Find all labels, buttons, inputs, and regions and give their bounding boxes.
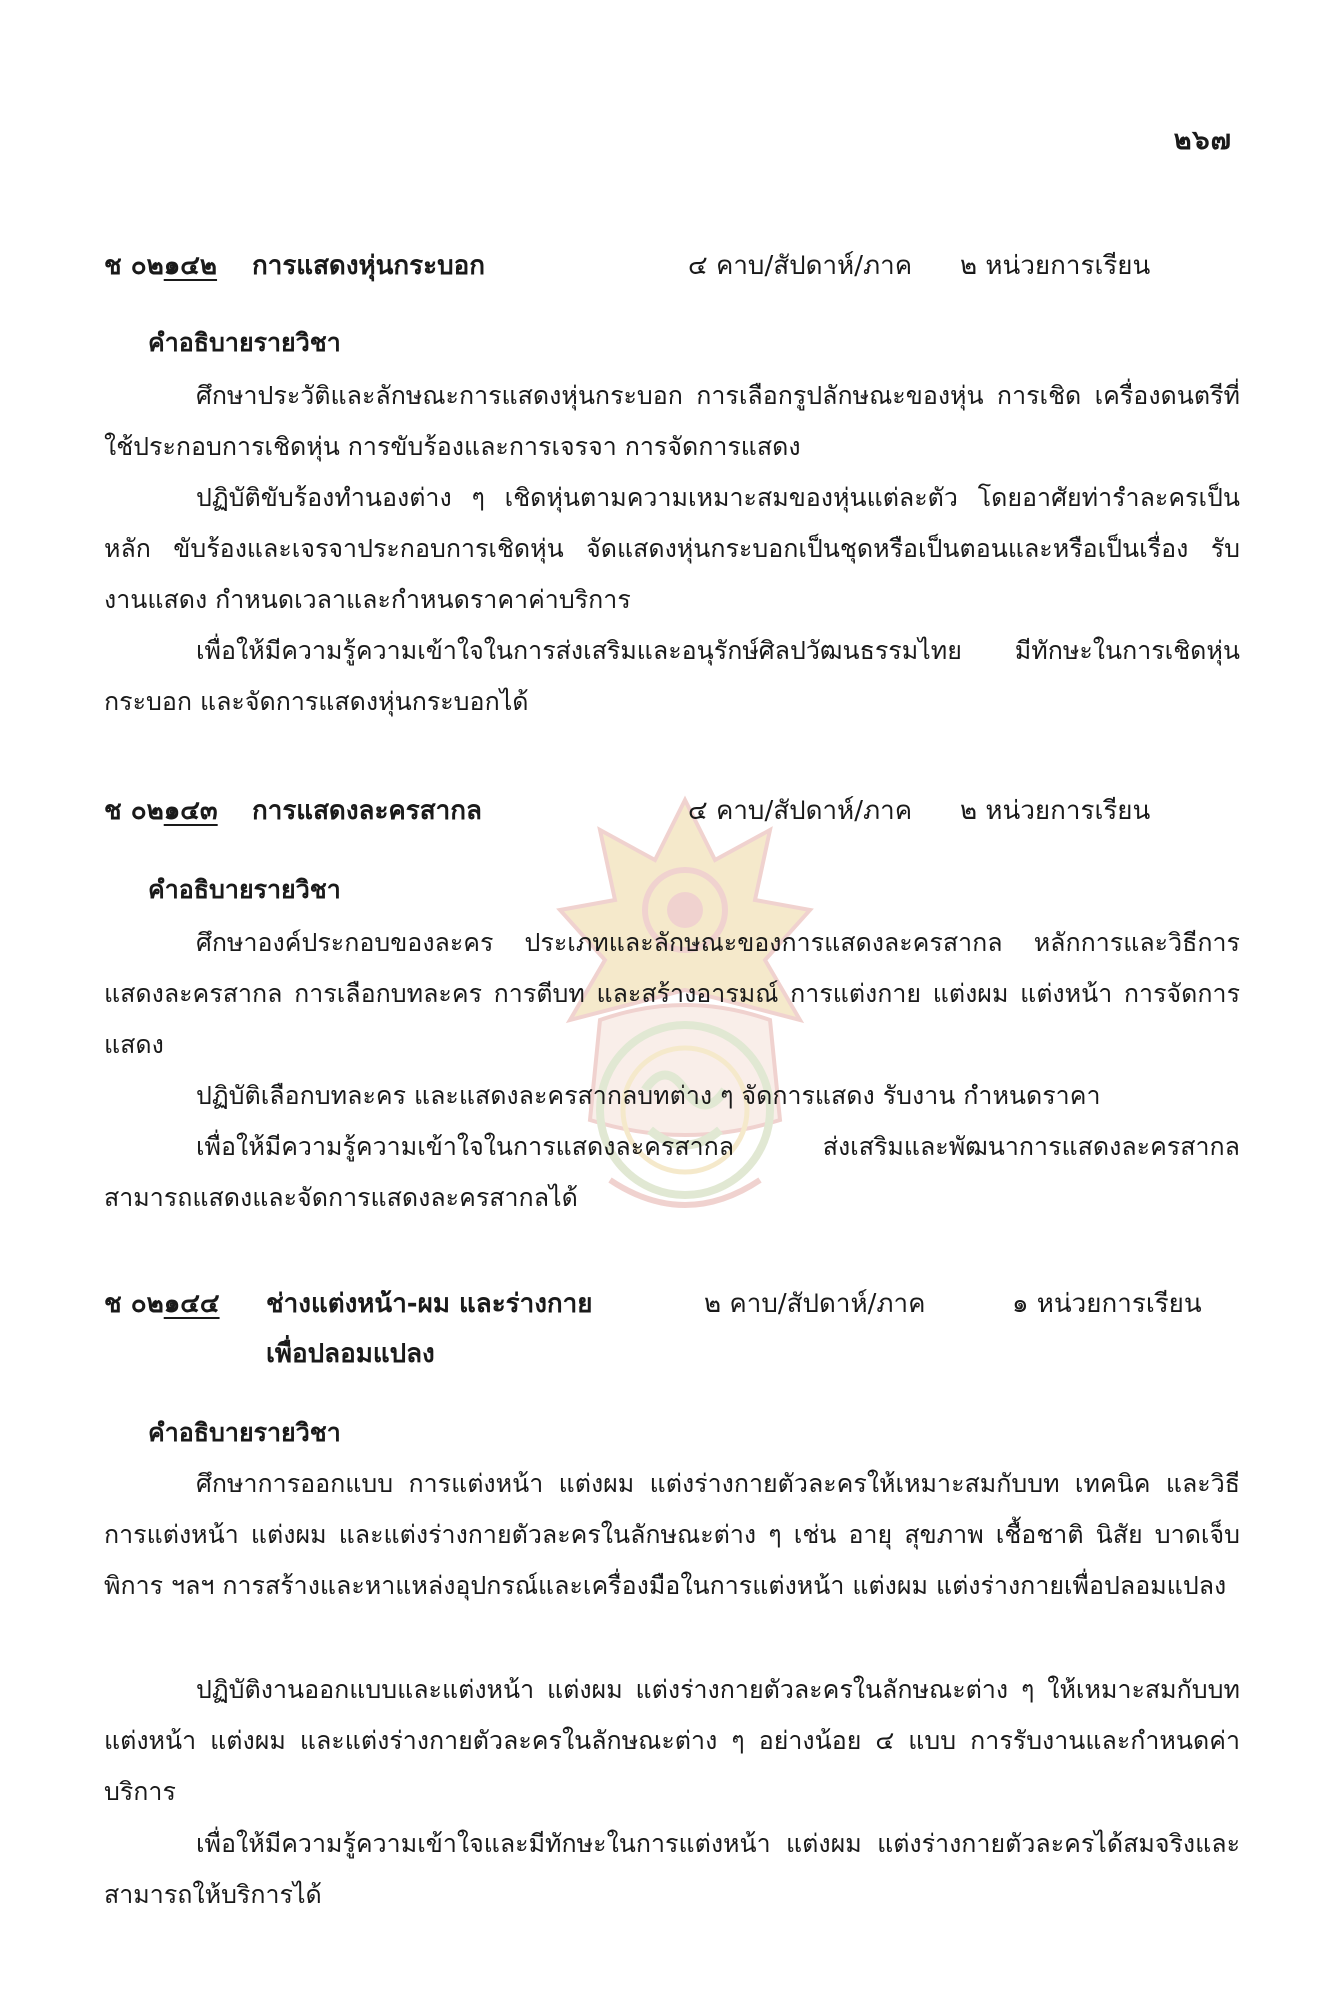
description-label: คำอธิบายรายวิชา xyxy=(148,328,341,357)
course-paragraph: ปฏิบัติเลือกบทละคร และแสดงละครสากลบทต่าง ๆ จัดการแสดง รับงาน กำหนดราคา xyxy=(196,1081,1101,1110)
course-credits: ๒ หน่วยการเรียน xyxy=(960,251,1151,281)
course-title: ช่างแต่งหน้า-ผม และร่างกาย xyxy=(266,1289,593,1319)
course-paragraph: ศึกษาประวัติและลักษณะการแสดงหุ่นกระบอก การเลือกรูปลักษณะของหุ่น การเชิด เครื่องดนตรีที่ใช้ประกอบการเชิดหุ่น การขับร้องและการเจรจา การจัดการแสดง xyxy=(104,381,1240,461)
course-code-suffix: ๑๔๒ xyxy=(163,251,218,281)
description-label: คำอธิบายรายวิชา xyxy=(148,1418,341,1447)
course-header-3 xyxy=(104,1283,1244,1373)
course-header-1 xyxy=(104,245,1244,285)
course-title-line2: เพื่อปลอมแปลง xyxy=(266,1339,435,1369)
course-hours: ๔ คาบ/สัปดาห์/ภาค xyxy=(688,796,913,826)
course-paragraph: ศึกษาการออกแบบ การแต่งหน้า แต่งผม แต่งร่างกายตัวละครให้เหมาะสมกับบท เทคนิค และวิธีการแต่งหน้า แต่งผม และแต่งร่างกายตัวละครในลักษณะต่าง ๆ เช่น อายุ สุขภาพ เชื้อชาติ นิสัย บาดเจ็บ พิการ ฯลฯ การสร้างและหาแหล่งอุปกรณ์และเครื่องมือในการแต่งหน้า แต่งผม แต่งร่างกายเพื่อปลอมแปลง xyxy=(104,1469,1240,1600)
course-credits: ๒ หน่วยการเรียน xyxy=(960,796,1151,826)
course-code-suffix: ๑๔๔ xyxy=(163,1289,220,1319)
course-code xyxy=(104,790,218,831)
description-label: คำอธิบายรายวิชา xyxy=(148,875,341,904)
course-code xyxy=(104,245,217,286)
course-paragraph: ศึกษาองค์ประกอบของละคร ประเภทและลักษณะของการแสดงละครสากล หลักการและวิธีการแสดงละครสากล การเลือกบทละคร การตีบท และสร้างอารมณ์ การแต่งกาย แต่งผม แต่งหน้า การจัดการแสดง xyxy=(104,928,1240,1059)
course-paragraph: ปฏิบัติขับร้องทำนองต่าง ๆ เชิดหุ่นตามความเหมาะสมของหุ่นแต่ละตัว โดยอาศัยท่ารำละครเป็นหลัก ขับร้องและเจรจาประกอบการเชิดหุ่น จัดแสดงหุ่นกระบอกเป็นชุดหรือเป็นตอนและหรือเป็นเรื่อง รับงานแสดง กำหนดเวลาและกำหนดราคาค่าบริการ xyxy=(104,483,1240,614)
page-number: ๒๖๗ xyxy=(1173,125,1232,156)
course-paragraph: เพื่อให้มีความรู้ความเข้าใจในการส่งเสริมและอนุรักษ์ศิลปวัฒนธรรมไทย มีทักษะในการเชิดหุ่นกระบอก และจัดการแสดงหุ่นกระบอกได้ xyxy=(104,636,1240,716)
course-hours: ๔ คาบ/สัปดาห์/ภาค xyxy=(688,251,913,281)
course-code-prefix: ช ๐๒ xyxy=(104,796,164,826)
course-hours: ๒ คาบ/สัปดาห์/ภาค xyxy=(704,1289,926,1319)
course-paragraph: เพื่อให้มีความรู้ความเข้าใจในการแสดงละครสากล ส่งเสริมและพัฒนาการแสดงละครสากล สามารถแสดงและจัดการแสดงละครสากลได้ xyxy=(104,1132,1240,1212)
course-paragraph: เพื่อให้มีความรู้ความเข้าใจและมีทักษะในการแต่งหน้า แต่งผม แต่งร่างกายตัวละครได้สมจริงและสามารถให้บริการได้ xyxy=(104,1829,1240,1909)
course-code-prefix: ช ๐๒ xyxy=(104,251,164,281)
course-code-prefix: ช ๐๒ xyxy=(104,1289,164,1319)
course-code xyxy=(104,1283,220,1324)
course-title: การแสดงละครสากล xyxy=(252,796,482,826)
course-title: การแสดงหุ่นกระบอก xyxy=(252,251,485,281)
course-credits: ๑ หน่วยการเรียน xyxy=(1012,1289,1202,1319)
course-paragraph: ปฏิบัติงานออกแบบและแต่งหน้า แต่งผม แต่งร่างกายตัวละครในลักษณะต่าง ๆ ให้เหมาะสมกับบท แต่งหน้า แต่งผม และแต่งร่างกายตัวละครในลักษณะต่าง ๆ อย่างน้อย ๔ แบบ การรับงานและกำหนดค่าบริการ xyxy=(104,1675,1240,1806)
course-header-2 xyxy=(104,790,1244,830)
course-code-suffix: ๑๔๓ xyxy=(163,796,218,826)
